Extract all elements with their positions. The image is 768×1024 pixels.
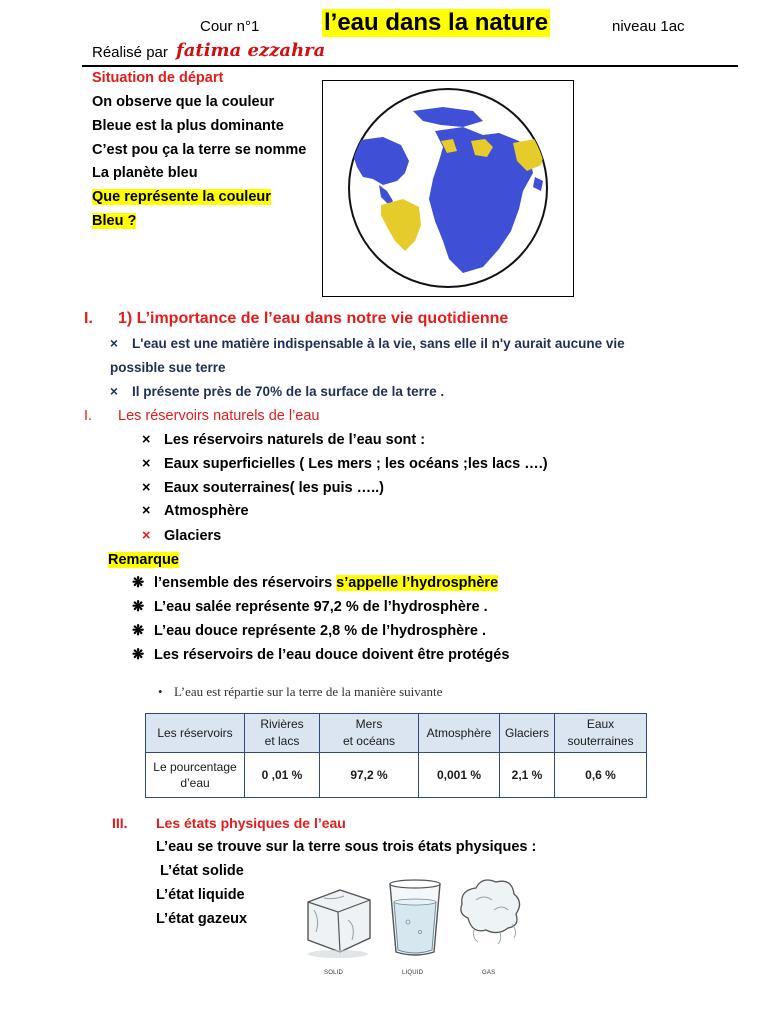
section1-bullet: × Il présente près de 70% de la surface de la terre . xyxy=(110,384,445,399)
table-header-row xyxy=(146,714,647,753)
remarque-item: ❋ L’eau salée représente 97,2 % de l’hydrosphère . xyxy=(132,599,488,615)
author-label: Réalisé par xyxy=(92,44,168,61)
earth-globe-icon xyxy=(323,81,573,296)
table-cell: 97,2 % xyxy=(320,753,419,798)
table-cell: 2,1 % xyxy=(500,753,555,798)
cross-icon: × xyxy=(142,432,151,448)
asterisk-flower-icon: ❋ xyxy=(132,623,145,639)
cross-icon: × xyxy=(142,456,151,472)
section1-heading: 1) L’importance de l’eau dans notre vie quotidienne xyxy=(118,310,509,327)
author-name: fatima ezzahra xyxy=(176,40,326,61)
reservoir-item: × Atmosphère xyxy=(142,503,249,519)
situation-question: Bleu ? xyxy=(92,213,137,229)
header-divider xyxy=(82,65,738,67)
globe-image xyxy=(322,80,574,297)
table-header-cell: Les réservoirs xyxy=(146,714,245,753)
table-header-cell: Mers et océans xyxy=(320,714,419,753)
section3-numeral: III. xyxy=(112,815,128,831)
reservoir-item: × Eaux souterraines( les puis …..) xyxy=(142,480,384,496)
remarque-heading: Remarque xyxy=(108,552,179,568)
cross-icon: × xyxy=(142,528,151,544)
situation-line: On observe que la couleur xyxy=(92,94,275,110)
situation-line: C’est pou ça la terre se nomme xyxy=(92,142,307,158)
table-header-cell: Glaciers xyxy=(500,714,555,753)
section3-heading: Les états physiques de l’eau xyxy=(156,815,346,831)
reservoir-item: × Glaciers xyxy=(142,528,222,544)
asterisk-flower-icon: ❋ xyxy=(132,599,145,615)
reservoir-table xyxy=(145,713,647,798)
asterisk-flower-icon: ❋ xyxy=(132,575,145,591)
state-label: L’état solide xyxy=(160,863,244,879)
remarque-item: ❋ L’eau douce représente 2,8 % de l’hydrosphère . xyxy=(132,623,487,639)
section3-intro: L’eau se trouve sur la terre sous trois états physiques : xyxy=(156,839,537,855)
state-label: L’état gazeux xyxy=(156,911,248,927)
section1-numeral: I. xyxy=(84,310,93,327)
steam-cloud-icon xyxy=(454,874,526,948)
cross-icon: × xyxy=(110,384,118,399)
table-header-cell: Eaux souterraines xyxy=(555,714,647,753)
remarque-item: ❋ l’ensemble des réservoirs s’appelle l’hydrosphère xyxy=(132,575,499,591)
table-cell: 0 ,01 % xyxy=(245,753,320,798)
level-label: niveau 1ac xyxy=(612,18,685,35)
table-header-cell: Atmosphère xyxy=(419,714,500,753)
page-title: l’eau dans la nature xyxy=(324,9,549,36)
cross-icon: × xyxy=(110,336,118,351)
bullet-icon: • xyxy=(158,684,163,699)
remarque-item: ❋ Les réservoirs de l’eau douce doivent être protégés xyxy=(132,647,510,663)
state-label: L’état liquide xyxy=(156,887,245,903)
reservoir-item: × Les réservoirs naturels de l’eau sont : xyxy=(142,432,426,448)
situation-line: La planète bleu xyxy=(92,165,198,181)
state-caption: SOLID xyxy=(324,970,344,976)
table-row-label: Le pourcentage d’eau xyxy=(146,753,245,798)
situation-question: Que représente la couleur xyxy=(92,189,271,205)
section1-bullet: × L'eau est une matière indispensable à la vie, sans elle il n'y aurait aucune vie xyxy=(110,336,625,351)
water-glass-icon xyxy=(384,878,446,960)
course-number: Cour n°1 xyxy=(200,18,260,35)
reservoir-item: × Eaux superficielles ( Les mers ; les océans ;les lacs ….) xyxy=(142,456,548,472)
state-caption: LIQUID xyxy=(402,970,424,976)
cross-icon: × xyxy=(142,480,151,496)
repartition-line: • L’eau est répartie sur la terre de la manière suivante xyxy=(158,684,443,699)
asterisk-flower-icon: ❋ xyxy=(132,647,145,663)
table-row xyxy=(146,753,647,798)
table-cell: 0,6 % xyxy=(555,753,647,798)
situation-line: Bleue est la plus dominante xyxy=(92,118,284,134)
table-cell: 0,001 % xyxy=(419,753,500,798)
table-header-cell: Rivières et lacs xyxy=(245,714,320,753)
cross-icon: × xyxy=(142,503,151,519)
section2-heading: Les réservoirs naturels de l’eau xyxy=(118,408,320,424)
situation-heading: Situation de départ xyxy=(92,70,224,86)
section1-bullet-continued: possible sue terre xyxy=(110,360,226,375)
ice-cube-icon xyxy=(300,880,376,960)
section2-numeral: I. xyxy=(84,408,93,424)
state-caption: GAS xyxy=(482,970,496,976)
